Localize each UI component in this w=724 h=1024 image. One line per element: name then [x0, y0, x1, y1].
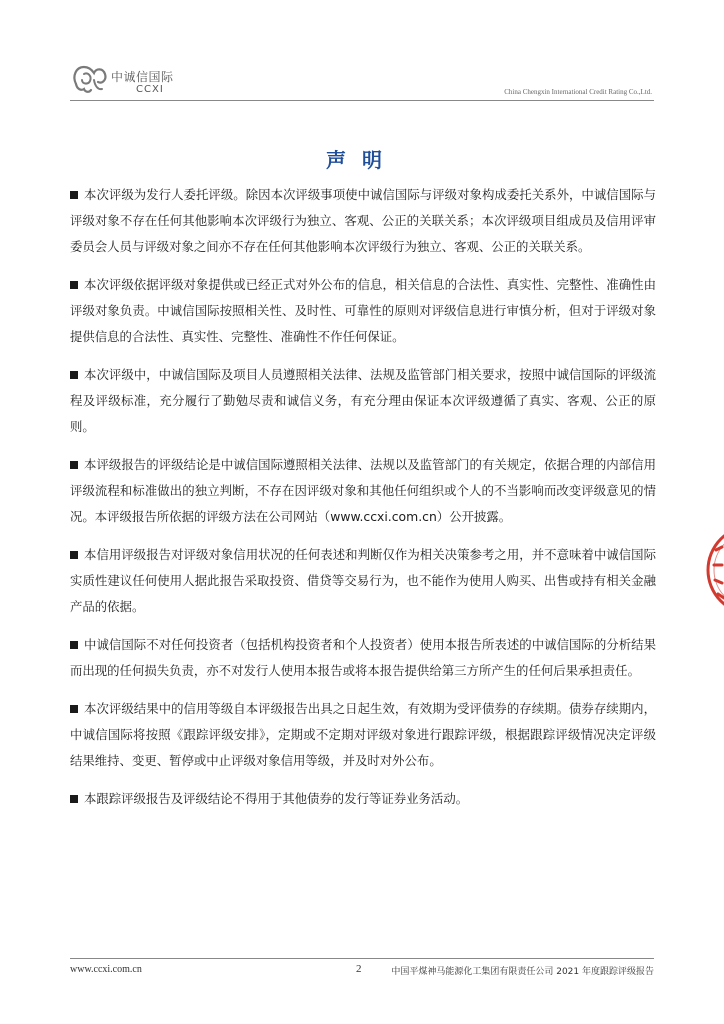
- square-bullet-icon: [70, 705, 78, 713]
- header-company-name: China Chengxin International Credit Rating Co.,Ltd.: [504, 88, 652, 96]
- ccxi-logo: [70, 62, 190, 102]
- square-bullet-icon: [70, 551, 78, 559]
- footer-website-link[interactable]: www.ccxi.com.cn: [70, 964, 142, 975]
- logo-en-text: CCXI: [136, 84, 164, 95]
- declaration-paragraph: [70, 362, 656, 440]
- paragraph-text: 本次评级依据评级对象提供或已经正式对外公布的信息，相关信息的合法性、真实性、完整性、准确性由评级对象负责。中诚信国际按照相关性、及时性、可靠性的原则对评级信息进行审慎分析，但对于评级对象提供信息的合法性、真实性、完整性、准确性不作任何保证。: [70, 277, 656, 344]
- paragraph-text: 本次评级为发行人委托评级。除因本次评级事项使中诚信国际与评级对象构成委托关系外，中诚信国际与评级对象不存在任何其他影响本次评级行为独立、客观、公正的关联关系；本次评级项目组成员及信用评审委员会人员与评级对象之间亦不存在任何其他影响本次评级行为独立、客观、公正的关联关系。: [70, 187, 656, 254]
- paragraph-text: 本次评级中，中诚信国际及项目人员遵照相关法律、法规及监管部门相关要求，按照中诚信国际的评级流程及评级标准，充分履行了勤勉尽责和诚信义务，有充分理由保证本次评级遵循了真实、客观、公正的原则。: [70, 367, 656, 434]
- declaration-paragraph: [70, 632, 656, 684]
- header-divider: [70, 100, 654, 101]
- paragraph-text: 中诚信国际不对任何投资者（包括机构投资者和个人投资者）使用本报告所表述的中诚信国际的分析结果而出现的任何损失负责，亦不对发行人使用本报告或将本报告提供给第三方所产生的任何后果承担责任。: [70, 637, 656, 678]
- page-number: 2: [356, 963, 362, 975]
- footer-report-title: 中国平煤神马能源化工集团有限责任公司 2021 年度跟踪评级报告: [391, 967, 654, 977]
- declaration-paragraph: [70, 272, 656, 350]
- declaration-paragraph: [70, 696, 656, 774]
- square-bullet-icon: [70, 281, 78, 289]
- paragraph-text: 本信用评级报告对评级对象信用状况的任何表述和判断仅作为相关决策参考之用，并不意味着中诚信国际实质性建议任何使用人据此报告采取投资、借贷等交易行为，也不能作为使用人购买、出售或持有相关金融产品的依据。: [70, 547, 656, 614]
- declaration-paragraph: [70, 182, 656, 260]
- square-bullet-icon: [70, 371, 78, 379]
- red-seal-stamp-icon: [706, 520, 724, 620]
- square-bullet-icon: [70, 795, 78, 803]
- declaration-paragraph: [70, 452, 656, 530]
- paragraph-text: 本评级报告的评级结论是中诚信国际遵照相关法律、法规以及监管部门的有关规定，依据合理的内部信用评级流程和标准做出的独立判断，不存在因评级对象和其他任何组织或个人的不当影响而改变评级意见的情况。本评级报告所依据的评级方法在公司网站（www.ccxi.com.cn）公开披露。: [70, 457, 656, 524]
- paragraph-text: 本跟踪评级报告及评级结论不得用于其他债券的发行等证券业务活动。: [84, 791, 469, 806]
- paragraph-text: 本次评级结果中的信用等级自本评级报告出具之日起生效，有效期为受评债券的存续期。债券存续期内，中诚信国际将按照《跟踪评级安排》，定期或不定期对评级对象进行跟踪评级，根据跟踪评级情况决定评级结果维持、变更、暂停或中止评级对象信用等级，并及时对外公布。: [70, 701, 656, 768]
- declaration-paragraph: [70, 542, 656, 620]
- square-bullet-icon: [70, 641, 78, 649]
- square-bullet-icon: [70, 461, 78, 469]
- logo-cn-text: 中诚信国际: [111, 70, 174, 84]
- page-title: 声明: [326, 148, 398, 172]
- declaration-paragraph: [70, 786, 656, 812]
- footer-divider: [70, 958, 654, 959]
- declaration-body: [70, 182, 656, 824]
- ccxi-elephant-logo-icon: [70, 62, 108, 96]
- square-bullet-icon: [70, 191, 78, 199]
